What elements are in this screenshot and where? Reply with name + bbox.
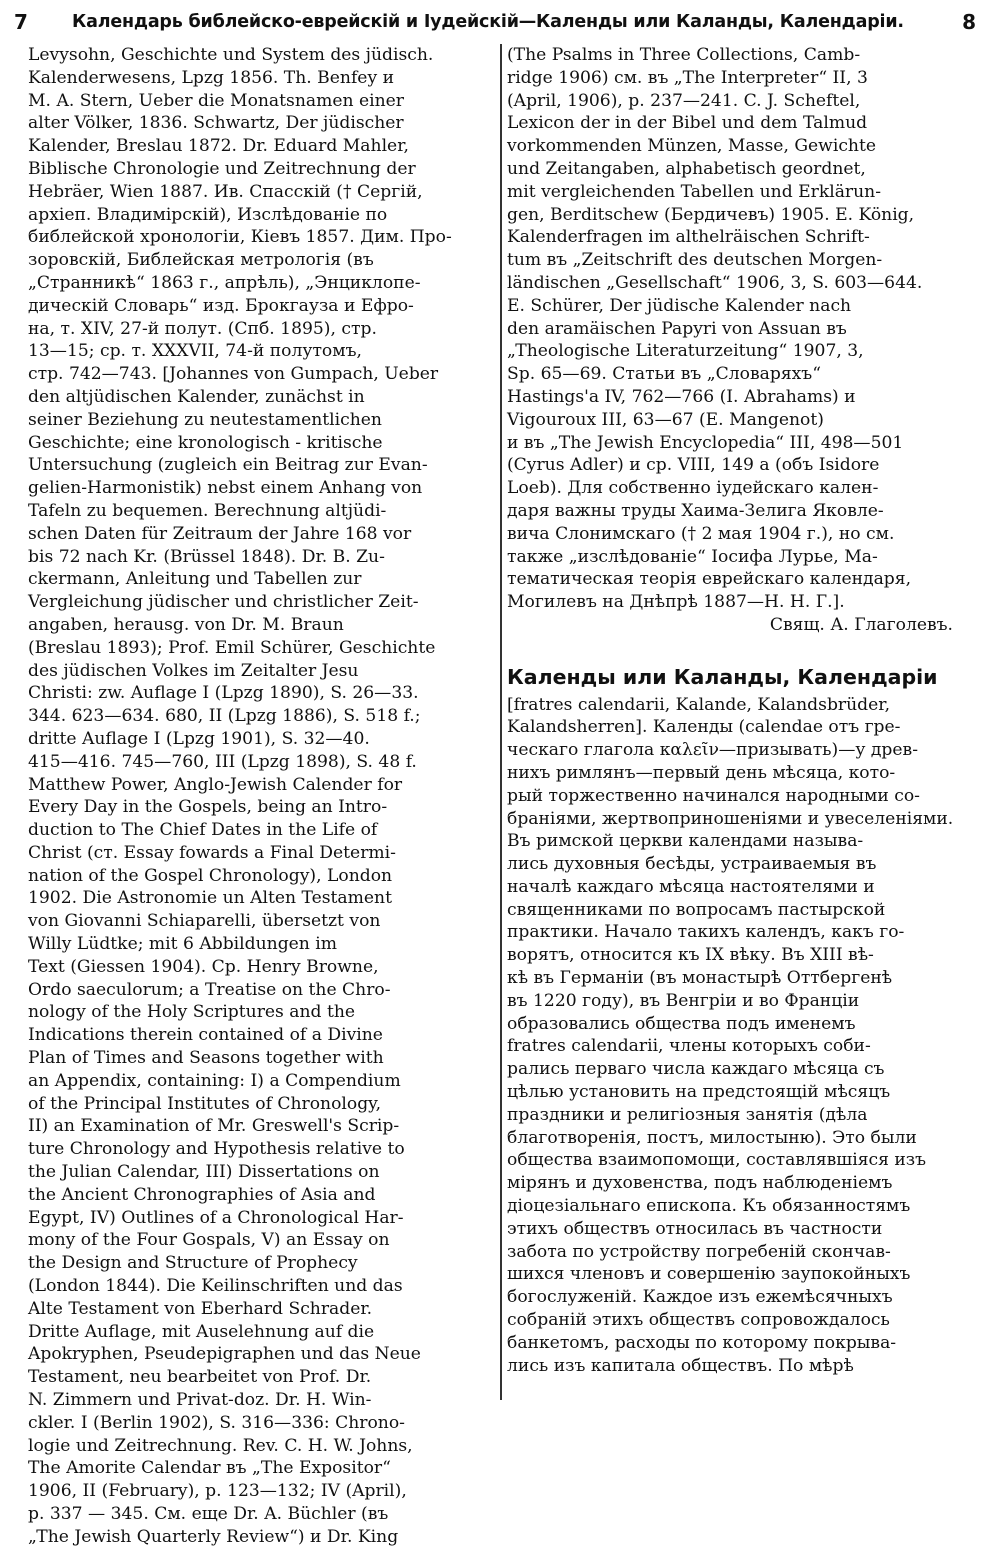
text-line: ckermann, Anleitung und Tabellen zur: [28, 569, 362, 590]
text-line: (April, 1906), p. 237—241. C. J. Scheftel,: [507, 90, 861, 111]
text-line: Text (Giessen 1904). Cp. Henry Browne,: [28, 956, 379, 977]
text-line: „Theologische Literaturzeitung“ 1907, 3,: [507, 341, 864, 362]
text-line: благотворенія, постъ, милостыню). Это были: [507, 1127, 917, 1148]
text-line: Christ (ст. Essay fowards a Final Determi-: [28, 842, 396, 863]
text-line: Untersuchung (zugleich ein Beitrag zur Evan-: [28, 455, 428, 476]
text-line: an Appendix, containing: I) a Compendium: [28, 1070, 401, 1091]
text-line: браніями, жертвоприношеніями и увеселеніями.: [507, 808, 954, 829]
section-spacer: [507, 637, 977, 660]
page-number-right: 8: [962, 10, 976, 34]
text-line: Levysohn, Geschichte und System des jüdisch.: [28, 45, 434, 65]
text-line: seiner Beziehung zu neutestamentlichen: [28, 409, 382, 430]
text-line: началѣ каждаго мѣсяца настоятелями и: [507, 876, 875, 897]
text-line: gen, Berditschew (Бердичевъ) 1905. E. König,: [507, 204, 915, 225]
text-line: въ 1220 году), въ Венгріи и во Франціи: [507, 990, 860, 1011]
text-line: Biblische Chronologie und Zeitrechnung der: [28, 158, 416, 179]
right-column-text-bottom: [507, 694, 977, 1378]
text-line: the Julian Calendar, III) Dissertations on: [28, 1162, 380, 1183]
text-line: angaben, herausg. von Dr. M. Braun: [28, 614, 344, 635]
text-line: 415—416. 745—760, III (Lpzg 1898), S. 48 f.: [28, 751, 417, 772]
text-line: на, т. XIV, 27-й полут. (Спб. 1895), стр.: [28, 318, 377, 339]
text-line: Tafeln zu bequemen. Berechnung altjüdi-: [28, 500, 387, 521]
text-line: Lexicon der in der Bibel und dem Talmud: [507, 113, 868, 134]
text-line: Kalender, Breslau 1872. Dr. Eduard Mahler,: [28, 136, 409, 157]
text-line: schen Daten für Zeitraum der Jahre 168 vor: [28, 523, 412, 544]
text-line: рый торжественно начинался народными со-: [507, 785, 920, 806]
text-line: общества взаимопомощи, составлявшіяся изъ: [507, 1150, 927, 1171]
text-line: Hastings'a IV, 762—766 (I. Abrahams) и: [507, 386, 856, 407]
text-line: p. 337 — 345. См. еще Dr. A. Büchler (въ: [28, 1504, 389, 1524]
text-line: fratres calendarii, члены которыхъ соби-: [507, 1036, 871, 1057]
text-line: (Cyrus Adler) и ср. VIII, 149 a (объ Isidore: [507, 455, 880, 476]
text-line: Loeb). Для собственно іудейскаго кален-: [507, 478, 879, 499]
text-line: Testament, neu bearbeitet von Prof. Dr.: [28, 1367, 372, 1388]
text-line: Vergleichung jüdischer und christlicher Zeit-: [28, 592, 419, 613]
text-line: ckler. I (Berlin 1902), S. 316—336: Chrono-: [28, 1412, 405, 1433]
text-line: Sp. 65—69. Статьи въ „Словаряхъ“: [507, 364, 821, 385]
text-line: mit vergleichenden Tabellen und Erklärun-: [507, 181, 881, 202]
right-column-text-top: [507, 44, 977, 614]
text-line: архіеп. Владимірскій), Изслѣдованіе по: [28, 204, 388, 225]
text-line: цѣлью установить на предстоящій мѣсяцъ: [507, 1082, 891, 1103]
text-line: практики. Начало такихъ календъ, какъ го-: [507, 922, 905, 943]
text-line: duction to The Chief Dates in the Life of: [28, 820, 378, 841]
text-line: gelien-Harmonistik) nebst einem Anhang von: [28, 478, 423, 499]
text-line: Apokryphen, Pseudepigraphen und das Neue: [28, 1344, 421, 1365]
running-title: Календарь библейско-еврейскій и Іудейскій—Календы или Каланды, Календаріи.: [72, 12, 904, 32]
text-line: dritte Auflage I (Lpzg 1901), S. 32—40.: [28, 728, 370, 749]
left-column: [28, 44, 494, 1547]
text-line: „Странникѣ“ 1863 г., апрѣль), „Энциклопе-: [28, 272, 421, 293]
text-line: богослуженій. Каждое изъ ежемѣсячныхъ: [507, 1287, 893, 1308]
column-divider: [500, 44, 502, 1400]
text-line: Kalandsherren]. Календы (calendae отъ гре-: [507, 717, 901, 738]
text-line: Plan of Times and Seasons together with: [28, 1048, 384, 1069]
article-title: Календы или Каланды, Календаріи: [507, 664, 938, 689]
text-line: Ordo saeculorum; a Treatise on the Chro-: [28, 979, 391, 1000]
text-line: банкетомъ, расходы по которому покрыва-: [507, 1332, 897, 1353]
text-line: nation of the Gospel Chronology), London: [28, 865, 393, 886]
text-line: тематическая теорія еврейскаго календаря,: [507, 569, 912, 590]
text-line: забота по устройству погребеній скончав-: [507, 1241, 891, 1262]
text-line: діоцезіальнаго епископа. Къ обязанностямъ: [507, 1196, 911, 1217]
text-line: Indications therein contained of a Divine: [28, 1025, 383, 1046]
text-line: Могилевъ на Днѣпрѣ 1887—Н. Н. Г.].: [507, 592, 845, 613]
text-line: Egypt, IV) Outlines of a Chronological Har-: [28, 1207, 404, 1228]
text-line: Matthew Power, Anglo-Jewish Calender for: [28, 774, 403, 795]
text-line: den altjüdischen Kalender, zunächst in: [28, 386, 365, 407]
text-line: bis 72 nach Kr. (Brüssel 1848). Dr. B. Zu-: [28, 546, 385, 567]
text-line: the Ancient Chronographies of Asia and: [28, 1184, 376, 1205]
text-line: стр. 742—743. [Johannes von Gumpach, Ueber: [28, 364, 439, 385]
text-line: The Amorite Calendar въ „The Expositor“: [28, 1458, 391, 1479]
text-line: священниками по вопросамъ пастырской: [507, 899, 886, 920]
text-line: рались перваго числа каждаго мѣсяца съ: [507, 1059, 885, 1080]
text-line: nology of the Holy Scriptures and the: [28, 1002, 356, 1023]
text-line: the Design and Structure of Prophecy: [28, 1253, 358, 1274]
text-line: Dritte Auflage, mit Auselehnung auf die: [28, 1321, 375, 1342]
text-line: библейской хронологіи, Кіевъ 1857. Дим. Про-: [28, 227, 452, 248]
text-line: den aramäischen Papyri von Assuan въ: [507, 318, 847, 339]
text-line: ridge 1906) см. въ „The Interpreter“ II, 3: [507, 67, 868, 88]
text-line: 1906, II (February), p. 123—132; IV (April),: [28, 1481, 407, 1502]
text-line: tum въ „Zeitschrift des deutschen Morgen-: [507, 250, 883, 271]
right-column: [507, 44, 977, 1400]
text-line: E. Schürer, Der jüdische Kalender nach: [507, 295, 852, 316]
text-line: 1902. Die Astronomie un Alten Testament: [28, 888, 392, 909]
text-line: (London 1844). Die Keilinschriften und das: [28, 1276, 403, 1297]
text-line: даря важны труды Хаима-Зелига Яковле-: [507, 500, 884, 521]
text-line: und Zeitangaben, alphabetisch geordnet,: [507, 158, 866, 179]
text-line: Vigouroux III, 63—67 (E. Mangenot): [507, 409, 824, 430]
text-line: Kalenderwesens, Lpzg 1856. Th. Benfey и: [28, 67, 395, 88]
text-line: mony of the Four Gospals, V) an Essay on: [28, 1230, 390, 1251]
text-line: 13—15; ср. т. XXXVII, 74-й полутомъ,: [28, 341, 362, 362]
text-line: Kalenderfragen im althelräischen Schrift-: [507, 227, 870, 248]
text-line: of the Principal Institutes of Chronology,: [28, 1093, 382, 1114]
text-line: лись духовныя бесѣды, устраиваемыя въ: [507, 854, 877, 875]
text-line: ländischen „Gesellschaft“ 1906, 3, S. 603—644.: [507, 272, 923, 293]
text-line: Hebräer, Wien 1887. Ив. Спасскій († Сергій,: [28, 181, 423, 202]
text-line: ворятъ, относится къ IX вѣку. Въ XIII вѣ-: [507, 945, 874, 966]
text-line: des jüdischen Volkes im Zeitalter Jesu: [28, 660, 359, 681]
text-line: ture Chronology and Hypothesis relative to: [28, 1139, 405, 1160]
text-line: II) an Examination of Mr. Greswell's Scrip-: [28, 1116, 400, 1137]
text-line: вича Слонимскаго († 2 мая 1904 г.), но см.: [507, 523, 895, 544]
text-line: (Breslau 1893); Prof. Emil Schürer, Geschichte: [28, 637, 436, 658]
text-line: нихъ римлянъ—первый день мѣсяца, кото-: [507, 762, 896, 783]
text-line: Christi: zw. Auflage I (Lpzg 1890), S. 26—33.: [28, 683, 419, 704]
text-line: (The Psalms in Three Collections, Camb-: [507, 45, 861, 65]
text-line: Въ римской церкви календами называ-: [507, 831, 864, 852]
text-line: собраній этихъ обществъ сопровождалось: [507, 1310, 890, 1331]
text-line: и въ „The Jewish Encyclopedia“ III, 498—501: [507, 432, 904, 453]
text-line: лись изъ капитала обществъ. По мѣрѣ: [507, 1355, 854, 1376]
text-line: также „изслѣдованіе“ Іосифа Лурье, Ма-: [507, 546, 878, 567]
text-line: кѣ въ Германіи (въ монастырѣ Оттбергенѣ: [507, 968, 893, 989]
page-number-left: 7: [14, 10, 28, 34]
text-line: этихъ обществъ относилась въ частности: [507, 1218, 883, 1239]
text-line: мірянъ и духовенства, подъ наблюденіемъ: [507, 1173, 893, 1194]
running-header: [14, 6, 976, 40]
text-line: Alte Testament von Eberhard Schrader.: [28, 1298, 373, 1319]
text-line: шихся членовъ и совершенію заупокойныхъ: [507, 1264, 911, 1285]
author-signature: Свящ. А. Глаголевъ.: [769, 614, 953, 635]
text-line: [fratres calendarii, Kalande, Kalandsbrüder,: [507, 694, 891, 715]
text-line: logie und Zeitrechnung. Rev. C. H. W. Johns,: [28, 1435, 413, 1456]
text-line: vorkommenden Münzen, Masse, Gewichte: [507, 136, 877, 157]
text-line: Willy Lüdtke; mit 6 Abbildungen im: [28, 934, 338, 955]
text-line: зоровскій, Библейская метрологія (въ: [28, 250, 374, 271]
text-line: праздники и религіозныя занятія (дѣла: [507, 1104, 868, 1125]
text-line: образовались общества подъ именемъ: [507, 1013, 856, 1034]
text-line: Every Day in the Gospels, being an Intro-: [28, 797, 388, 818]
text-line: „The Jewish Quarterly Review“) и Dr. King: [28, 1526, 399, 1547]
text-line: ческаго глагола καλεῖν—призывать)—у древ-: [507, 740, 918, 761]
text-line: alter Völker, 1836. Schwartz, Der jüdischer: [28, 113, 404, 134]
text-line: M. A. Stern, Ueber die Monatsnamen einer: [28, 90, 404, 111]
text-line: 344. 623—634. 680, II (Lpzg 1886), S. 518 f.;: [28, 706, 421, 727]
text-line: von Giovanni Schiaparelli, übersetzt von: [28, 911, 381, 932]
text-line: Geschichte; eine kronologisch - kritische: [28, 432, 383, 453]
text-line: дическій Словарь“ изд. Брокгауза и Ефро-: [28, 295, 414, 316]
text-line: N. Zimmern und Privat-doz. Dr. H. Win-: [28, 1390, 372, 1411]
